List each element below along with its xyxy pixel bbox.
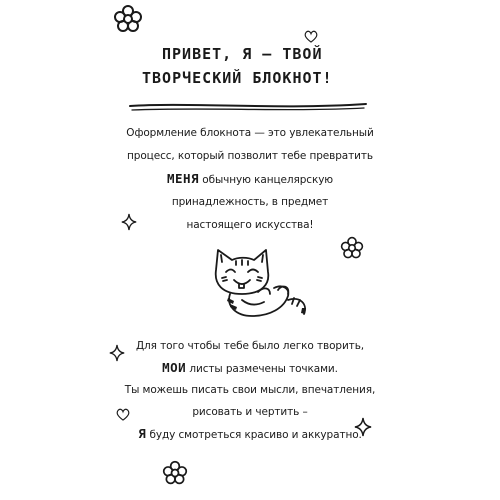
intro-line-2: процесс, который позволит тебе превратить <box>127 150 373 162</box>
flower-icon <box>162 460 188 486</box>
intro-line-5: настоящего искусства! <box>186 219 314 231</box>
outro-line-2-text: листы размечены точками. <box>186 363 338 375</box>
intro-line-4: принадлежность, в предмет <box>171 196 329 208</box>
title-line-1: ПРИВЕТ, Я – ТВОЙ <box>162 45 323 63</box>
heart-icon <box>304 30 318 43</box>
flower-icon <box>113 4 143 34</box>
outro-line-4: рисовать и чертить – <box>192 406 308 418</box>
outro-line-1: Для того чтобы тебе было легко творить, <box>135 340 365 352</box>
outro-emphasis-2: Я <box>138 426 147 441</box>
intro-line-1: Оформление блокнота — это увлекательный <box>126 127 374 139</box>
sparkle-icon <box>109 344 125 362</box>
outro-line-5-text: буду смотреться красиво и аккуратно. <box>146 429 362 441</box>
flower-icon <box>340 236 364 260</box>
intro-line-3-text: обычную канцелярскую <box>199 174 334 186</box>
intro-emphasis: МЕНЯ <box>166 171 200 186</box>
title-line-2: ТВОРЧЕСКИЙ БЛОКНОТ! <box>142 69 333 87</box>
sparkle-icon <box>354 417 372 437</box>
outro-emphasis-1: МОИ <box>162 360 187 375</box>
heart-icon <box>116 408 130 421</box>
intro-line-3 <box>0 168 500 192</box>
title-underline <box>128 100 368 114</box>
outro-line-5 <box>0 423 500 447</box>
sparkle-icon <box>121 213 137 231</box>
cat-illustration <box>208 244 320 326</box>
outro-line-2 <box>0 357 500 381</box>
outro-line-3: Ты можешь писать свои мысли, впечатления, <box>124 384 376 396</box>
